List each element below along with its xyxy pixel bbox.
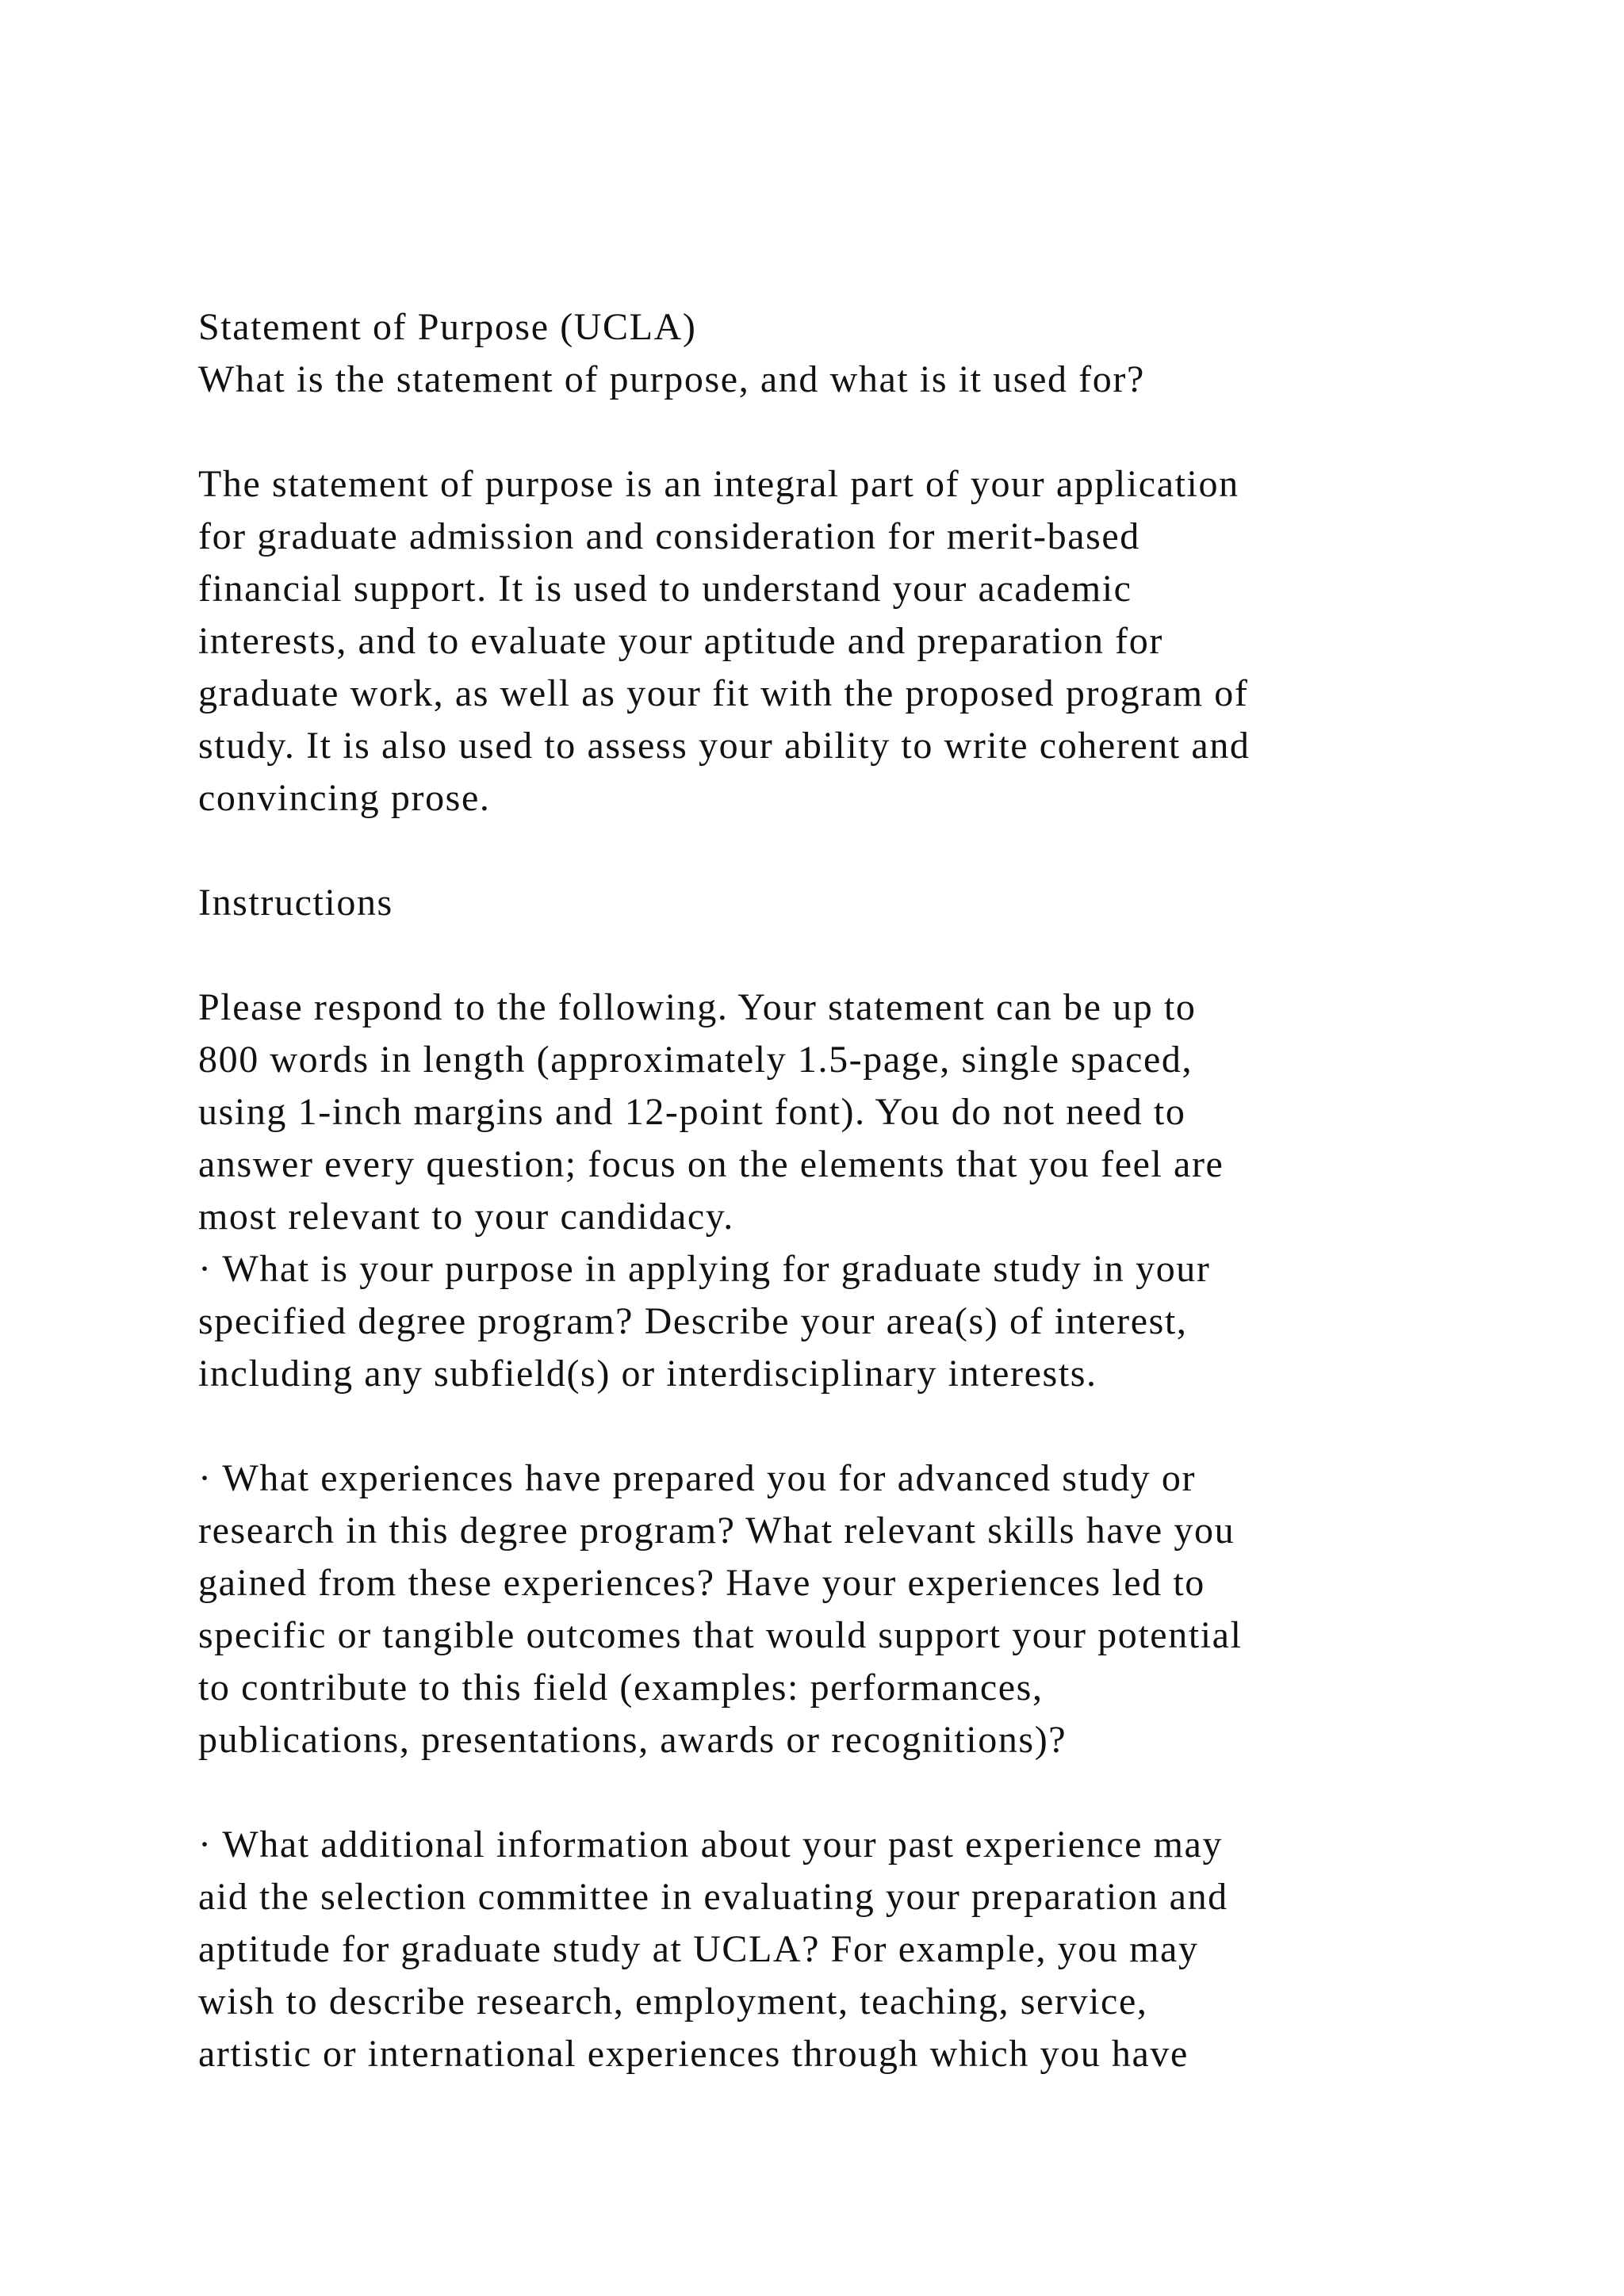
blank-line [198,1766,1467,1819]
document-body [198,301,1467,2080]
paragraph-line: interests, and to evaluate your aptitude and preparation for [198,620,1163,662]
blank-line [198,929,1467,982]
instructions-paragraph [198,982,1467,1243]
paragraph-line: 800 words in length (approximately 1.5-page, single spaced, [198,1039,1193,1081]
paragraph-line: study. It is also used to assess your ability to write coherent and [198,725,1251,767]
bullet-line: including any subfield(s) or interdisciplinary interests. [198,1353,1097,1395]
bullet-line: aid the selection committee in evaluating your preparation and [198,1876,1228,1918]
bullet-line: · What experiences have prepared you for advanced study or [198,1457,1197,1499]
document-question: What is the statement of purpose, and what is it used for? [198,358,1145,400]
bullet-line: specified degree program? Describe your area(s) of interest, [198,1300,1188,1342]
paragraph-line: Please respond to the following. Your statement can be up to [198,986,1197,1028]
bullet-line: to contribute to this field (examples: performances, [198,1667,1044,1709]
instructions-heading: Instructions [198,882,393,924]
paragraph-line: financial support. It is used to understand your academic [198,568,1132,610]
bullet-line: aptitude for graduate study at UCLA? For example, you may [198,1928,1199,1970]
paragraph-line: convincing prose. [198,777,491,819]
bullet-line: · What is your purpose in applying for graduate study in your [198,1248,1211,1290]
blank-line [198,1400,1467,1452]
paragraph-line: answer every question; focus on the elements that you feel are [198,1143,1224,1185]
bullet-line: wish to describe research, employment, teaching, service, [198,1980,1148,2022]
bullet-line: gained from these experiences? Have your experiences led to [198,1562,1205,1604]
bullet-item-additional-info [198,1819,1467,2080]
document-title: Statement of Purpose (UCLA) [198,306,697,348]
bullet-item-experiences [198,1452,1467,1766]
bullet-item-purpose [198,1243,1467,1400]
bullet-line: specific or tangible outcomes that would support your potential [198,1614,1243,1656]
paragraph-line: graduate work, as well as your fit with the proposed program of [198,672,1249,714]
blank-line [198,825,1467,877]
intro-paragraph [198,458,1467,825]
paragraph-line: The statement of purpose is an integral part of your application [198,463,1239,505]
bullet-line: artistic or international experiences through which you have [198,2033,1189,2075]
blank-line [198,406,1467,458]
bullet-line: research in this degree program? What relevant skills have you [198,1510,1235,1552]
paragraph-line: using 1-inch margins and 12-point font). You do not need to [198,1091,1186,1133]
paragraph-line: for graduate admission and consideration for merit-based [198,515,1140,557]
bullet-line: publications, presentations, awards or recognitions)? [198,1719,1067,1761]
bullet-line: · What additional information about your past experience may [198,1823,1224,1866]
paragraph-line: most relevant to your candidacy. [198,1196,734,1238]
